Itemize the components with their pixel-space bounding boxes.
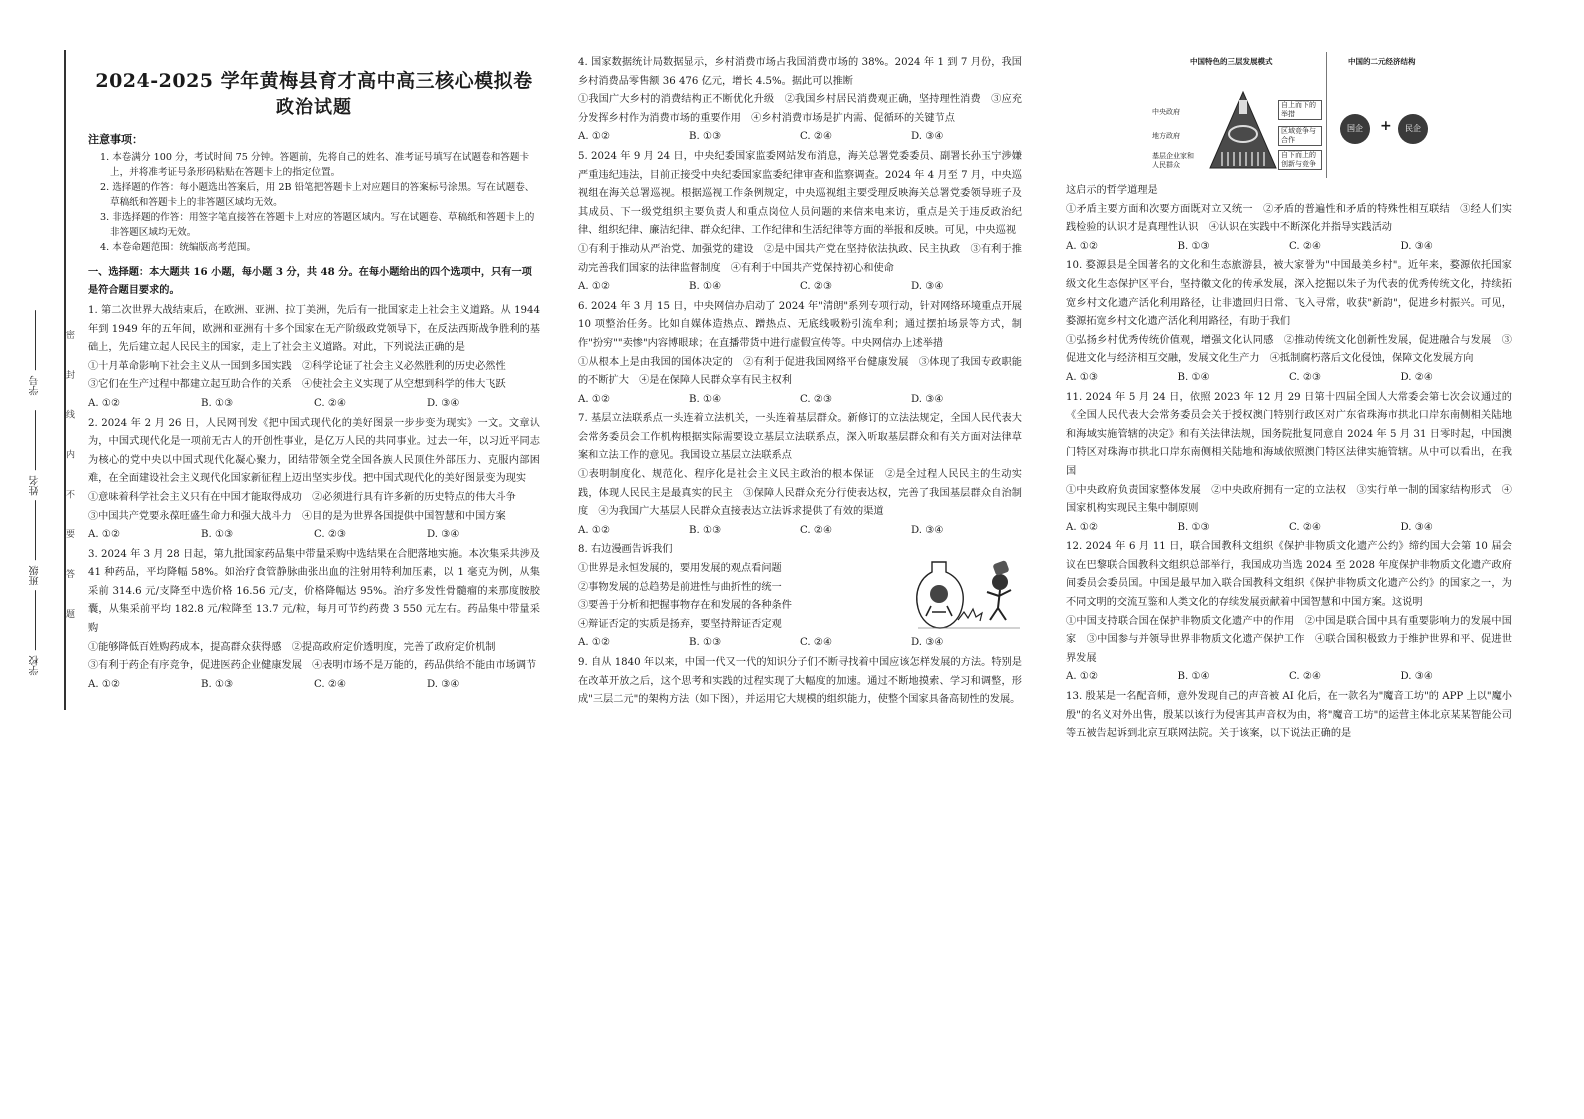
diagram-left-title: 中国特色的三层发展模式 [1190, 57, 1273, 66]
question-stem: 2. 2024 年 2 月 26 日，人民网刊发《把中国式现代化的美好图景一步步变为现实》一文。文章认为，中国式现代化是一项前无古人的开创性事业，是亿万人民的共同事业。过去一年，以习近平同志为核心的党中央以中国式现代化凝心聚力，团结带领全党全国各族人民顶住外部压力、克服内部困难，在全面建设社会主义现代化国家新征程上迈出坚实步伐。把中国式现代化的美好图景变为现实 [88, 417, 540, 485]
choice-d[interactable]: D. ③④ [1400, 521, 1434, 533]
option-line: ①十月革命影响下社会主义从一国到多国实践 ②科学论证了社会主义必然胜利的历史必然性 [88, 360, 506, 372]
answer-choices [578, 391, 1022, 410]
choice-c[interactable]: C. ②③ [800, 281, 833, 293]
option-line: ①意味着科学社会主义只有在中国才能取得成功 ②必须进行具有许多新的历史特点的伟大斗争 [88, 491, 516, 503]
question-stem: 10. 婺源县是全国著名的文化和生态旅游县，被大家誉为"中国最美乡村"。近年来，婺源依托国家级文化生态保护区平台，坚持徽文化的传承发展，深入挖掘以朱子为代表的优秀传统文化，持续拓宽乡村文化遗产活化利用路径，让非遗回归日常、飞入寻常，收获"新韵"，促进乡村振兴。可见，婺源拓宽乡村文化遗产活化利用路径，有助于我们 [1066, 260, 1512, 328]
question-options: ①中国支持联合国在保护非物质文化遗产中的作用 ②中国是联合国中具有重要影响力的发展中国家 ③中国参与并领导世界非物质文化遗产保护工作 ④联合国积极致力于维护世界和平、促进世界发展 [1066, 615, 1512, 664]
choice-d[interactable]: D. ③④ [427, 397, 460, 409]
question-stem: 12. 2024 年 6 月 11 日，联合国教科文组织《保护非物质文化遗产公约》缔约国大会第 10 届会议在巴黎联合国教科文组织总部举行，我国成功当选 2024 至 2028 年度保护非物质文化遗产政府间委员会委员国。中国是最早加入联合国教科文组织《保护非物质文化遗产公约》的国家之一，为不同文明的交流互鉴和人类文化的存续发展贡献着中国智慧和中国方案。这说明 [1066, 541, 1512, 609]
choice-c[interactable]: C. ②④ [1289, 521, 1322, 533]
choice-d[interactable]: D. ③④ [1400, 240, 1434, 252]
question-7 [578, 410, 1022, 540]
choice-c[interactable]: C. ②④ [800, 524, 833, 536]
field-xuehao[interactable]: 学号 [28, 310, 43, 395]
question-options: ①中央政府负责国家整体发展 ②中央政府拥有一定的立法权 ③实行单一制的国家结构形式 ④国家机构实现民主集中制原则 [1066, 484, 1512, 515]
question-8 [578, 541, 908, 634]
three-tier-diagram [1148, 52, 1508, 178]
choice-a[interactable]: A. ①③ [1066, 371, 1099, 383]
question-6 [578, 298, 1022, 410]
question-1 [88, 302, 540, 414]
answer-choices [578, 634, 1022, 653]
question-options: ①从根本上是由我国的国体决定的 ②有利于促进我国网络平台健康发展 ③体现了我国专政职能的不断扩大 ④是在保障人民群众享有民主权利 [578, 356, 1022, 387]
question-3 [88, 546, 540, 695]
answer-choices [578, 278, 1022, 297]
choice-c[interactable]: C. ②③ [1289, 371, 1322, 383]
question-stem: 7. 基层立法联系点一头连着立法机关，一头连着基层群众。新修订的立法法规定，全国人民代表大会常务委员会工作机构根据实际需要设立基层立法联系点，深入听取基层群众和有关方面对法律草案和立法工作的意见。我国设立基层立法联系点 [578, 413, 1022, 462]
option-line: ③有利于药企有序竞争，促进医药企业健康发展 ④表明市场不是万能的，药品供给不能由市场调节 [88, 660, 537, 672]
choice-d[interactable]: D. ②④ [1400, 371, 1434, 383]
choice-d[interactable]: D. ③④ [911, 281, 944, 293]
answer-choices [578, 128, 1022, 147]
notice-item: 3. 非选择题的作答：用签字笔直接答在答题卡上对应的答题区域内。写在试题卷、草稿纸和答题卡上的非答题区域均无效。 [100, 211, 535, 238]
choice-d[interactable]: D. ③④ [911, 524, 944, 536]
notice-item: 4. 本卷命题范围：统编版高考范围。 [100, 241, 257, 253]
choice-d[interactable]: D. ③④ [911, 131, 944, 143]
answer-choices [88, 676, 540, 695]
question-options: ①表明制度化、规范化、程序化是社会主义民主政治的根本保证 ②是全过程人民民主的生动实践，体现人民民主是最真实的民主 ③保障人民群众充分行使表达权，完善了我国基层群众自治制度 ④为我国广大基层人民群众直接表达立法诉求提供了有效的渠道 [578, 469, 1022, 518]
question-stem: 3. 2024 年 3 月 28 日起，第九批国家药品集中带量采购中选结果在合肥落地实施。本次集采共涉及 41 种药品，平均降幅 58%。如治疗食管静脉曲张出血的注射用特利加压素，以 1 毫克为例，从集采前 314.6 元/支降至中选价格 16.56 元/支，价格降幅达 95%。治疗多发性骨髓瘤的来那度胺胶囊，从集采前平均 182.8 元/粒降至 13.7 元/粒，每月可节约药费 3 550 元左右。药品集中带量采购 [88, 548, 540, 635]
option-line: ③中国共产党要永葆旺盛生命力和强大战斗力 ④目的是为世界各国提供中国智慧和中国方案 [88, 510, 506, 522]
choice-d[interactable]: D. ③④ [911, 637, 944, 649]
choice-c[interactable]: C. ②③ [800, 393, 833, 405]
question-5 [578, 148, 1022, 297]
choice-a[interactable]: A. ①② [1066, 240, 1099, 252]
soe-circle: 国企 [1340, 114, 1370, 144]
question-stem: 11. 2024 年 5 月 24 日，依照 2023 年 12 月 29 日第十四届全国人大常委会第七次会议通过的《全国人民代表大会常务委员会关于授权澳门特别行政区对广东省珠海市拱北口岸东南侧相关陆地和海域实施管辖的决定》和有关法律法规，国务院批复同意自 2024 年 5 月 31 日零时起，中国澳门特区对珠海市拱北口岸东南侧相关陆地和海域依照澳门特区法律实施管辖。从中可以看出，在我国 [1066, 391, 1512, 477]
answer-choices [578, 522, 1022, 541]
question-2 [88, 415, 540, 545]
level-local: 地方政府 [1152, 132, 1180, 140]
choice-a[interactable]: A. ①② [578, 524, 611, 536]
question-stem: 4. 国家数据统计局数据显示，乡村消费市场占我国消费市场的 38%。2024 年 1 到 7 月份，我国乡村消费品零售额 36 476 亿元，增长 4.5%。据此可以推断 [578, 57, 1022, 87]
question-options: ①有利于推动从严治党、加强党的建设 ②是中国共产党在坚持依法执政、民主执政 ③有利于推动完善我们国家的法律监督制度 ④有利于中国共产党保持初心和使命 [578, 243, 1022, 274]
cartoon-illustration [914, 554, 1024, 634]
choice-c[interactable]: C. ②④ [314, 678, 347, 690]
answer-choices [1066, 519, 1512, 538]
answer-choices [1066, 668, 1512, 687]
exam-subtitle: 政治试题 [276, 96, 352, 118]
choice-b[interactable]: B. ①③ [689, 524, 722, 536]
diagram-divider [1326, 52, 1327, 178]
field-xuexiao[interactable]: 学校 [28, 590, 43, 675]
choice-b[interactable]: B. ①③ [201, 529, 234, 541]
question-stem: 这启示的哲学道理是 [1066, 185, 1158, 196]
option-line: ①能够降低百姓购药成本，提高群众获得感 ②提高政府定价透明度，完善了政府定价机制 [88, 641, 496, 653]
question-options: ①矛盾主要方面和次要方面既对立又统一 ②矛盾的普遍性和矛盾的特殊性相互联结 ③经人们实践检验的认识才是真理性认识 ④认识在实践中不断深化并指导实践活动 [1066, 203, 1512, 234]
choice-a[interactable]: A. ①② [578, 281, 611, 293]
option-line: ③它们在生产过程中都建立起互助合作的关系 ④使社会主义实现了从空想到科学的伟大飞跃 [88, 379, 506, 391]
question-stem: 8. 右边漫画告诉我们 [578, 544, 673, 556]
choice-c[interactable]: C. ②④ [1289, 240, 1322, 252]
choice-b[interactable]: B. ①③ [201, 678, 234, 690]
plus-sign: + [1380, 118, 1392, 134]
question-options: ①我国广大乡村的消费结构正不断优化升级 ②我国乡村居民消费观正确，坚持理性消费 ③应充分发挥乡村作为消费市场的重要作用 ④乡村消费市场是扩内需、促循环的关键节点 [578, 94, 1022, 124]
choice-c[interactable]: C. ②④ [800, 131, 833, 143]
question-stem: 1. 第二次世界大战结束后，在欧洲、亚洲、拉丁美洲，先后有一批国家走上社会主义道路。从 1944 年到 1949 年的五年间，欧洲和亚洲有十多个国家在无产阶级政党领导下，在反法西斯战争胜利的基础上，先后建立起人民民主的国家，走上了社会主义道路。对此，下列说法正确的是 [88, 304, 540, 354]
choice-c[interactable]: C. ②④ [800, 637, 833, 649]
question-10 [1066, 257, 1512, 387]
question-9 [578, 654, 1022, 710]
field-banji[interactable]: 班级 [28, 500, 43, 585]
question-stem: 6. 2024 年 3 月 15 日，中央网信办启动了 2024 年"清朗"系列专项行动，针对网络环境重点开展 10 项整治任务。比如自媒体造热点、蹭热点、无底线吸粉引流牟利；通过摆拍场景等方式，制作"扮穷""卖惨"内容博眼球；在直播带货中进行虚假宣传等。中央网信办上述举措 [578, 300, 1022, 349]
choice-a[interactable]: A. ①② [88, 678, 121, 690]
choice-d[interactable]: D. ③④ [911, 393, 944, 405]
choice-a[interactable]: A. ①② [578, 131, 611, 143]
field-xingming[interactable]: 姓名 [28, 410, 43, 495]
exam-title: 2024-2025 学年黄梅县育才高中高三核心模拟卷 [95, 70, 533, 92]
section-heading: 一、选择题：本大题共 16 小题，每小题 3 分，共 48 分。在每小题给出的四个选项中，只有一项是符合题目要求的。 [88, 265, 532, 297]
answer-choices [1066, 369, 1512, 388]
choice-c[interactable]: C. ②③ [314, 529, 347, 541]
notice-title: 注意事项： [88, 133, 143, 147]
label-top-down: 自上而下的举措 [1278, 100, 1322, 120]
label-regional: 区域竞争与合作 [1278, 126, 1322, 146]
choice-d[interactable]: D. ③④ [427, 529, 460, 541]
option-line: ②事物发展的总趋势是前进性与曲折性的统一 [578, 581, 782, 593]
choice-b[interactable]: B. ①④ [1177, 671, 1210, 683]
question-4 [578, 54, 1022, 147]
choice-b[interactable]: B. ①③ [1177, 240, 1210, 252]
notice-list [100, 150, 540, 255]
choice-a[interactable]: A. ①② [88, 529, 121, 541]
pyramid-icon [1208, 90, 1278, 170]
choice-b[interactable]: B. ①③ [689, 131, 722, 143]
question-options: ①弘扬乡村优秀传统价值观，增强文化认同感 ②推动传统文化创新性发展，促进融合与发展 ③促进文化与经济相互交融，发展文化生产力 ④抵制腐朽落后文化侵蚀，保障文化发展方向 [1066, 334, 1512, 365]
seal-text: 密 封 线 内 不 要 答 题 [64, 330, 74, 633]
question-13 [1066, 688, 1512, 744]
choice-c[interactable]: C. ②④ [314, 397, 347, 409]
binding-strip [18, 50, 74, 710]
answer-choices [88, 395, 540, 414]
option-line: ③要善于分析和把握事物存在和发展的各种条件 [578, 600, 792, 612]
choice-a[interactable]: A. ①② [88, 397, 121, 409]
answer-choices [1066, 238, 1512, 257]
choice-d[interactable]: D. ③④ [427, 678, 460, 690]
choice-d[interactable]: D. ③④ [1400, 671, 1434, 683]
question-12 [1066, 538, 1512, 687]
answer-choices [88, 526, 540, 545]
choice-c[interactable]: C. ②④ [1289, 671, 1322, 683]
choice-b[interactable]: B. ①④ [689, 281, 722, 293]
label-bottom-up: 自下而上的创新与竞争 [1278, 150, 1322, 170]
column-3 [1066, 182, 1512, 744]
column-1 [88, 54, 540, 695]
choice-b[interactable]: B. ①③ [201, 397, 234, 409]
option-line: ①世界是永恒发展的，要用发展的观点看问题 [578, 563, 782, 575]
question-9-continued [1066, 182, 1512, 256]
question-stem: 5. 2024 年 9 月 24 日，中央纪委国家监委网站发布消息，海关总署党委委员、副署长孙玉宁涉嫌严重违纪违法，目前正接受中央纪委国家监委纪律审查和监察调查。2024 年 4 月至 7 月，中央巡视组在海关总署巡视。根据巡视工作条例规定，中央巡视组主要受理反映海关总署党委领导班子及其成员、下一级党组织主要负责人和重点岗位人员问题的来信来电来访，重点是关于违反政治纪律、组织纪律、廉洁纪律、群众纪律、工作纪律和生活纪律等方面的举报和反映。可见，中央巡视 [578, 150, 1022, 237]
notice-item: 2. 选择题的作答：每小题选出答案后，用 2B 铅笔把答题卡上对应题目的答案标号涂黑。写在试题卷、草稿纸和答题卡上的非答题区域均无效。 [100, 181, 535, 208]
diagram-right-title: 中国的二元经济结构 [1348, 57, 1416, 66]
level-grassroots: 基层企业家和人民群众 [1152, 152, 1194, 169]
choice-b[interactable]: B. ①④ [1177, 371, 1210, 383]
option-line: ④辩证否定的实质是扬弃，要坚持辩证否定观 [578, 618, 782, 630]
level-central: 中央政府 [1152, 108, 1180, 116]
private-circle: 民企 [1398, 114, 1428, 144]
notice-item: 1. 本卷满分 100 分，考试时间 75 分钟。答题前，先将自己的姓名、准考证号填写在试题卷和答题卡上，并将准考证号条形码粘贴在答题卡上的指定位置。 [100, 151, 530, 178]
question-11 [1066, 389, 1512, 538]
choice-b[interactable]: B. ①③ [689, 637, 722, 649]
choice-a[interactable]: A. ①② [1066, 671, 1099, 683]
question-stem: 9. 自从 1840 年以来，中国一代又一代的知识分子们不断寻找着中国应该怎样发展的方法。特别是在改革开放之后，这个思考和实践的过程实现了大幅度的加速。通过不断地摸索、学习和调整，形成"三层二元"的架构方法（如下图），并运用它大规模的组织能力，使整个国家具备高韧性的发展。 [578, 657, 1022, 706]
choice-a[interactable]: A. ①② [1066, 521, 1099, 533]
choice-a[interactable]: A. ①② [578, 393, 611, 405]
choice-a[interactable]: A. ①② [578, 637, 611, 649]
choice-b[interactable]: B. ①④ [689, 393, 722, 405]
question-stem: 13. 殷某是一名配音师，意外发现自己的声音被 AI 化后，在一款名为"魔音工坊"的 APP 上以"魔小殷"的名义对外出售，殷某以该行为侵害其声音权为由，将"魔音工坊"的运营主体北京某某智能公司等五被告起诉到北京互联网法院。关于该案，以下说法正确的是 [1066, 691, 1512, 740]
choice-b[interactable]: B. ①③ [1177, 521, 1210, 533]
